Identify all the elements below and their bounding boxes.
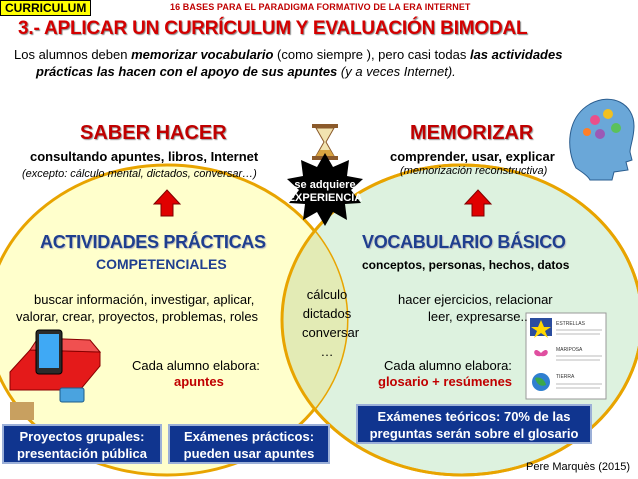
saber-hacer-note: (excepto: cálculo mental, dictados, conversar…): [22, 168, 257, 180]
badge-line: EXPERIENCIA: [287, 192, 363, 204]
box-line: presentación pública: [16, 446, 148, 461]
activities-examples: buscar información, investigar, aplicar,: [34, 292, 255, 307]
saber-hacer-heading: SABER HACER: [80, 122, 227, 144]
vocab-examples: leer, expresarse..: [428, 309, 528, 324]
memorizar-subheading: comprender, usar, explicar: [390, 149, 555, 164]
intro-part: (y a veces Internet).: [337, 64, 456, 79]
author-credit: Pere Marquès (2015): [526, 461, 630, 473]
badge-line: se adquiere: [294, 179, 356, 191]
vocab-examples: hacer ejercicios, relacionar: [398, 292, 553, 307]
vocab-title: VOCABULARIO BÁSICO: [362, 232, 566, 252]
overlap-item: …: [320, 344, 334, 359]
activities-examples: valorar, crear, proyectos, problemas, roles: [16, 309, 259, 324]
overlap-list: [302, 285, 360, 361]
box-line: Proyectos grupales:: [19, 429, 145, 444]
student-output-label: Cada alumno elabora:: [132, 358, 260, 373]
practical-exams-box: [168, 424, 330, 464]
intro-emphasis: prácticas las hacen con el apoyo de sus apuntes: [36, 64, 338, 79]
intro-emphasis: las actividades: [469, 47, 563, 62]
student-output-label: Cada alumno elabora:: [384, 358, 512, 373]
experience-badge: [287, 179, 363, 205]
intro-part: Los alumnos deben: [14, 47, 132, 62]
glossary-label: ESTRELLAS: [556, 321, 585, 327]
projects-box: [2, 424, 162, 464]
intro-emphasis: memorizar vocabulario: [131, 47, 274, 62]
overlap-item: dictados: [302, 306, 352, 321]
box-line: preguntas serán sobre el glosario: [369, 426, 579, 441]
overlap-item: cálculo: [306, 287, 348, 302]
vocab-subtitle: conceptos, personas, hechos, datos: [362, 258, 570, 272]
series-header: 16 BASES PARA EL PARADIGMA FORMATIVO DE LA ERA INTERNET: [170, 2, 471, 12]
memorizar-heading: MEMORIZAR: [410, 122, 534, 144]
overlap-item: conversar: [302, 325, 360, 340]
saber-hacer-subheading: consultando apuntes, libros, Internet: [30, 149, 259, 164]
intro-part: (como siempre ), pero casi todas: [273, 47, 470, 62]
brain-head-icon: [570, 99, 634, 180]
activities-subtitle: COMPETENCIALES: [96, 256, 227, 272]
slide-title: 3.- APLICAR UN CURRÍCULUM Y EVALUACIÓN BIMODAL: [18, 18, 528, 39]
glossary-label: MARIPOSA: [556, 347, 583, 353]
glossary-label: TIERRA: [556, 374, 575, 380]
box-line: Exámenes prácticos:: [183, 429, 315, 444]
activities-title: ACTIVIDADES PRÁCTICAS: [40, 232, 266, 252]
category-tag: CURRICULUM: [0, 0, 91, 16]
box-line: Exámenes teóricos: 70% de las: [377, 409, 571, 424]
student-output-glosario: glosario + resúmenes: [378, 374, 513, 389]
box-line: pueden usar apuntes: [183, 446, 315, 461]
student-output-apuntes: apuntes: [174, 374, 224, 389]
intro-text: [14, 46, 626, 80]
memorizar-note: (memorización reconstructiva): [400, 165, 548, 177]
theory-exams-box: [356, 404, 592, 444]
